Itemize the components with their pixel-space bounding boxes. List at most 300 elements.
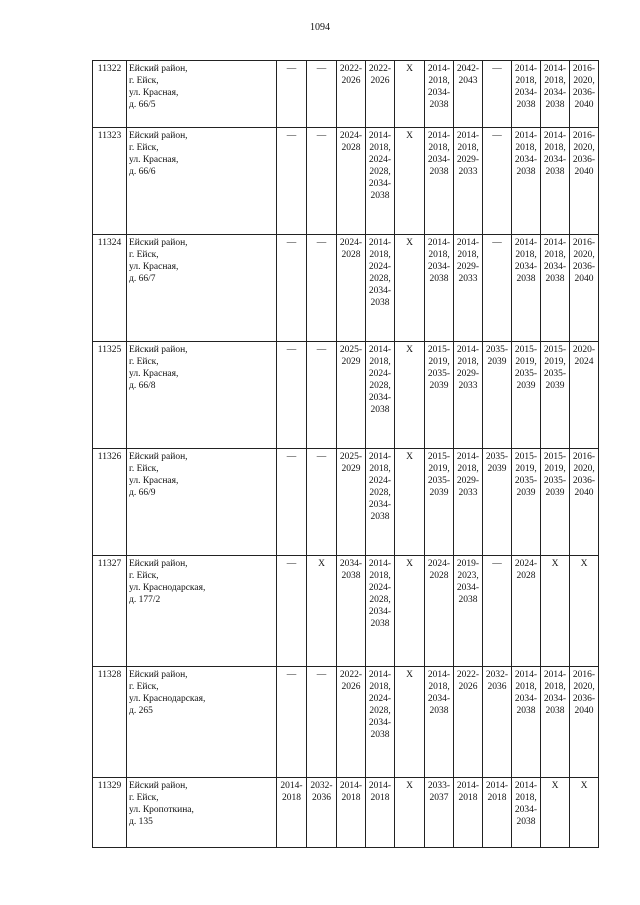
address-line: г. Ейск, [129, 793, 159, 803]
period-line: — [316, 670, 327, 680]
period-cell [366, 235, 395, 342]
period-line: 2014- [485, 781, 509, 791]
period-cell [483, 235, 512, 342]
period-line: 2038 [429, 706, 449, 716]
address-line: г. Ейск, [129, 143, 159, 153]
period-line: 2034- [456, 583, 480, 593]
period-line: 2014- [368, 238, 392, 248]
row-number-cell: 11323 [93, 128, 127, 235]
period-cell [425, 667, 454, 778]
period-line: 2035- [543, 369, 567, 379]
period-cell [277, 556, 307, 667]
period-line: 2018, [369, 464, 391, 474]
period-cell [483, 556, 512, 667]
period-line: 2018, [457, 357, 479, 367]
period-line: 2028 [341, 250, 361, 260]
period-line: 2038 [516, 817, 536, 827]
period-cell [337, 128, 366, 235]
period-line: 2014- [427, 670, 451, 680]
period-line: 2018, [515, 76, 537, 86]
period-cell [366, 556, 395, 667]
period-line: 2038 [370, 730, 390, 740]
period-cell [541, 778, 570, 848]
period-line: 2014- [427, 64, 451, 74]
period-line: 2023, [457, 571, 479, 581]
address-line: г. Ейск, [129, 250, 159, 260]
period-line: 2019- [456, 559, 480, 569]
period-line: 2014- [339, 781, 363, 791]
period-line: 2014- [456, 345, 480, 355]
period-line: 2034- [427, 88, 451, 98]
address-cell [127, 449, 277, 556]
row-number-cell: 11324 [93, 235, 127, 342]
address-line: д. 66/7 [129, 274, 156, 284]
row-number-cell: 11326 [93, 449, 127, 556]
period-line: 2036 [312, 793, 331, 803]
period-line: 2024- [368, 262, 392, 272]
address-cell [127, 235, 277, 342]
period-cell [395, 128, 425, 235]
period-line: 2035- [514, 476, 538, 486]
period-cell [483, 128, 512, 235]
period-line: X [406, 345, 413, 355]
period-line: 2029 [341, 464, 361, 474]
period-line: 2014- [456, 238, 480, 248]
period-cell [454, 128, 483, 235]
period-line: 2015- [543, 345, 567, 355]
period-cell [395, 235, 425, 342]
period-line: 2024- [339, 238, 363, 248]
period-line: X [406, 670, 413, 680]
period-line: 2033 [458, 488, 478, 498]
period-cell [395, 667, 425, 778]
period-line: 2034- [427, 155, 451, 165]
period-line: 2018, [369, 250, 391, 260]
period-cell [512, 667, 541, 778]
address-line: Ейский район, [129, 670, 188, 680]
period-cell [570, 342, 599, 449]
period-line: 2014- [427, 131, 451, 141]
address-cell [127, 667, 277, 778]
period-cell [454, 778, 483, 848]
period-cell [425, 342, 454, 449]
period-cell [395, 778, 425, 848]
period-line: 2014- [280, 781, 303, 791]
period-line: 2014- [368, 559, 392, 569]
period-line: 2038 [370, 512, 390, 522]
period-line: X [406, 559, 413, 569]
period-line: 2034- [368, 500, 392, 510]
period-line: 2035- [427, 476, 451, 486]
period-line: 2014- [456, 131, 480, 141]
period-line: 2014- [368, 131, 392, 141]
period-line: 2016- [572, 452, 596, 462]
row-number-cell: 11325 [93, 342, 127, 449]
period-line: 2034- [543, 694, 567, 704]
period-cell [512, 778, 541, 848]
address-line: ул. Кропоткина, [129, 805, 194, 815]
period-line: — [316, 131, 327, 141]
period-line: 2019, [428, 464, 450, 474]
period-line: 2042- [456, 64, 480, 74]
period-line: 2040 [574, 488, 594, 498]
period-line: 2014- [368, 781, 392, 791]
period-line: 2020, [573, 250, 595, 260]
period-cell [541, 556, 570, 667]
period-cell [425, 128, 454, 235]
period-line: 2022- [339, 64, 363, 74]
period-line: 2018 [282, 793, 301, 803]
period-line: 2038 [516, 274, 536, 284]
period-line: 2038 [429, 274, 449, 284]
period-line: 2020, [573, 143, 595, 153]
period-line: 2038 [516, 706, 536, 716]
address-line: Ейский район, [129, 452, 188, 462]
period-cell [366, 449, 395, 556]
period-line: 2035- [485, 345, 509, 355]
period-line: 2028, [369, 167, 391, 177]
period-line: 2018, [457, 143, 479, 153]
period-line: — [286, 64, 297, 74]
period-line: 2016- [572, 131, 596, 141]
period-line: 2014- [543, 64, 567, 74]
period-line: 2018 [341, 793, 361, 803]
period-line: 2018, [428, 143, 450, 153]
period-cell [541, 235, 570, 342]
period-line: 2018, [369, 571, 391, 581]
address-line: д. 177/2 [129, 595, 161, 605]
table-row [93, 449, 599, 556]
period-line: 2037 [429, 793, 449, 803]
table-row [93, 128, 599, 235]
address-cell [127, 556, 277, 667]
period-cell [541, 449, 570, 556]
period-line: 2035- [485, 452, 509, 462]
period-line: 2036 [487, 682, 507, 692]
period-line: 2038 [516, 167, 536, 177]
period-line: 2034- [514, 262, 538, 272]
address-cell [127, 342, 277, 449]
period-line: 2034- [514, 155, 538, 165]
period-cell [425, 449, 454, 556]
period-line: — [286, 238, 297, 248]
period-line: 2026 [458, 682, 478, 692]
period-line: 2034- [543, 155, 567, 165]
row-number-cell: 11322 [93, 61, 127, 128]
period-cell [307, 342, 337, 449]
period-line: X [580, 559, 588, 569]
period-line: 2024- [368, 694, 392, 704]
period-line: 2039 [487, 357, 507, 367]
period-cell [454, 449, 483, 556]
period-line: — [492, 559, 502, 569]
period-line: 2034- [427, 694, 451, 704]
period-line: 2022- [368, 64, 392, 74]
period-cell [425, 778, 454, 848]
period-line: 2025- [339, 345, 363, 355]
period-line: 2033 [458, 274, 478, 284]
period-line: 2018, [515, 250, 537, 260]
period-line: 2040 [574, 274, 594, 284]
period-line: 2034- [514, 805, 538, 815]
period-line: X [406, 238, 413, 248]
period-cell [337, 667, 366, 778]
period-line: — [316, 452, 327, 462]
period-cell [337, 342, 366, 449]
period-cell [277, 128, 307, 235]
address-line: д. 66/9 [129, 488, 156, 498]
row-number-cell: 11329 [93, 778, 127, 848]
period-line: 2035- [514, 369, 538, 379]
period-line: 2024- [514, 559, 538, 569]
table-row [93, 61, 599, 128]
period-line: 2018, [369, 357, 391, 367]
period-line: 2019, [515, 464, 537, 474]
period-line: 2036- [572, 155, 596, 165]
period-line: — [286, 670, 297, 680]
period-line: 2033 [458, 167, 478, 177]
address-line: ул. Краснодарская, [129, 583, 206, 593]
period-line: — [286, 452, 297, 462]
period-line: 2033 [458, 381, 478, 391]
table-row [93, 556, 599, 667]
period-cell [277, 449, 307, 556]
period-cell [570, 667, 599, 778]
period-line: 2032- [485, 670, 509, 680]
period-cell [512, 235, 541, 342]
period-cell [541, 61, 570, 128]
address-line: ул. Красная, [129, 88, 179, 98]
period-cell [541, 667, 570, 778]
period-line: 2028, [369, 488, 391, 498]
period-line: 2039 [545, 488, 565, 498]
period-line: — [492, 131, 502, 141]
period-line: 2028, [369, 706, 391, 716]
period-line: 2014- [514, 670, 538, 680]
page-number: 1094 [310, 22, 330, 33]
period-cell [307, 61, 337, 128]
period-line: 2026 [341, 682, 361, 692]
period-line: 2028 [341, 143, 361, 153]
period-line: X [580, 781, 588, 791]
period-cell [454, 235, 483, 342]
period-line: 2036- [572, 694, 596, 704]
period-cell [454, 556, 483, 667]
period-line: 2029- [456, 369, 480, 379]
address-line: Ейский район, [129, 345, 188, 355]
schedule-table [92, 60, 599, 848]
period-line: 2039 [429, 381, 449, 391]
period-cell [541, 128, 570, 235]
period-line: 2020- [572, 345, 596, 355]
period-cell [483, 342, 512, 449]
period-line: 2018, [515, 143, 537, 153]
period-line: 2040 [574, 167, 594, 177]
row-number-cell: 11328 [93, 667, 127, 778]
period-line: 2038 [370, 405, 390, 415]
period-cell [483, 667, 512, 778]
period-line: 2018, [544, 250, 566, 260]
period-line: 2018, [428, 250, 450, 260]
address-cell [127, 778, 277, 848]
period-line: 2035- [427, 369, 451, 379]
address-line: ул. Красная, [129, 155, 179, 165]
period-line: 2018, [428, 682, 450, 692]
address-line: д. 66/8 [129, 381, 156, 391]
address-line: д. 66/6 [129, 167, 156, 177]
table-row [93, 235, 599, 342]
period-line: 2018, [369, 682, 391, 692]
period-cell [337, 449, 366, 556]
period-line: 2034- [368, 718, 392, 728]
period-cell [483, 61, 512, 128]
period-line: 2014- [456, 452, 480, 462]
period-line: 2018, [457, 250, 479, 260]
period-cell [307, 778, 337, 848]
address-line: д. 265 [129, 706, 153, 716]
address-line: Ейский район, [129, 559, 188, 569]
period-line: 2024 [574, 357, 594, 367]
period-line: 2019, [428, 357, 450, 367]
period-cell [277, 61, 307, 128]
period-line: 2024- [427, 559, 451, 569]
period-cell [337, 778, 366, 848]
period-cell [337, 556, 366, 667]
period-line: 2018, [457, 464, 479, 474]
period-line: — [286, 559, 297, 569]
period-line: 2034- [543, 262, 567, 272]
period-cell [395, 449, 425, 556]
period-cell [277, 235, 307, 342]
period-line: 2026 [370, 76, 390, 86]
period-line: 2038 [545, 274, 565, 284]
period-line: 2040 [574, 100, 594, 110]
period-line: X [551, 559, 559, 569]
period-cell [307, 556, 337, 667]
period-line: — [492, 238, 502, 248]
period-line: 2014- [543, 131, 567, 141]
period-line: 2039 [516, 488, 536, 498]
period-line: X [551, 781, 559, 791]
period-cell [277, 342, 307, 449]
period-cell [366, 128, 395, 235]
period-line: 2028, [369, 595, 391, 605]
period-line: 2038 [341, 571, 361, 581]
period-line: 2033- [427, 781, 451, 791]
row-number-cell: 11327 [93, 556, 127, 667]
period-line: 2022- [339, 670, 363, 680]
period-line: 2038 [545, 167, 565, 177]
period-line: 2039 [516, 381, 536, 391]
period-line: 2034- [368, 286, 392, 296]
period-cell [541, 342, 570, 449]
period-line: 2015- [514, 452, 538, 462]
period-cell [366, 667, 395, 778]
period-cell [454, 342, 483, 449]
period-cell [570, 235, 599, 342]
period-line: 2018, [544, 143, 566, 153]
period-line: 2029 [341, 357, 361, 367]
period-cell [307, 667, 337, 778]
address-line: ул. Красная, [129, 476, 179, 486]
period-line: 2018 [370, 793, 390, 803]
period-line: 2014- [368, 452, 392, 462]
address-cell [127, 128, 277, 235]
period-cell [570, 61, 599, 128]
period-line: 2039 [545, 381, 565, 391]
period-cell [366, 778, 395, 848]
address-line: д. 66/5 [129, 100, 156, 110]
period-line: 2028 [429, 571, 449, 581]
period-line: 2019, [544, 357, 566, 367]
period-line: 2034- [368, 607, 392, 617]
period-line: 2014- [514, 131, 538, 141]
address-line: г. Ейск, [129, 76, 159, 86]
period-line: 2018, [369, 143, 391, 153]
period-cell [307, 235, 337, 342]
period-cell [425, 61, 454, 128]
period-cell [570, 128, 599, 235]
period-line: 2014- [543, 670, 567, 680]
period-line: X [406, 64, 413, 74]
period-cell [483, 449, 512, 556]
period-cell [337, 61, 366, 128]
period-line: 2039 [487, 464, 507, 474]
period-line: 2028 [516, 571, 536, 581]
period-line: 2024- [368, 155, 392, 165]
period-line: 2014- [543, 238, 567, 248]
period-line: X [406, 781, 413, 791]
period-line: 2014- [368, 670, 392, 680]
period-line: 2038 [429, 167, 449, 177]
period-line: 2014- [368, 345, 392, 355]
period-cell [395, 61, 425, 128]
period-cell [512, 128, 541, 235]
period-line: 2034- [543, 88, 567, 98]
period-line: 2038 [545, 706, 565, 716]
period-line: — [316, 64, 327, 74]
address-line: г. Ейск, [129, 464, 159, 474]
period-line: 2028, [369, 274, 391, 284]
period-line: 2036- [572, 262, 596, 272]
period-cell [395, 342, 425, 449]
period-line: 2029- [456, 155, 480, 165]
period-line: 2028, [369, 381, 391, 391]
period-line: 2019, [515, 357, 537, 367]
period-line: X [318, 559, 325, 569]
period-line: 2038 [370, 298, 390, 308]
period-line: 2038 [545, 100, 565, 110]
period-cell [307, 449, 337, 556]
period-line: 2015- [427, 452, 451, 462]
period-line: 2034- [368, 393, 392, 403]
period-line: — [286, 345, 297, 355]
period-line: X [406, 131, 413, 141]
period-line: 2024- [368, 476, 392, 486]
period-cell [425, 556, 454, 667]
period-line: 2034- [339, 559, 363, 569]
period-line: 2018, [544, 76, 566, 86]
period-line: 2020, [573, 682, 595, 692]
period-line: 2038 [370, 619, 390, 629]
period-line: 2043 [458, 76, 478, 86]
period-line: 2034- [514, 694, 538, 704]
table-row [93, 778, 599, 848]
table-row [93, 667, 599, 778]
period-line: 2022- [456, 670, 480, 680]
period-line: X [406, 452, 413, 462]
address-line: д. 135 [129, 817, 153, 827]
